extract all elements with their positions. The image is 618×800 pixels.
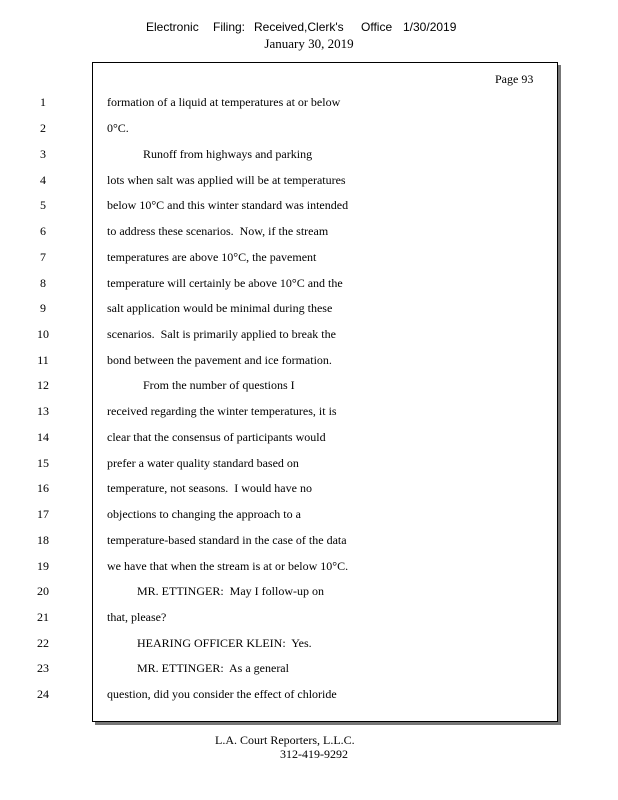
line-number: 15 [37,456,49,470]
transcript-line: scenarios. Salt is primarily applied to break the [107,327,336,341]
transcript-line: lots when salt was applied will be at temperatures [107,173,346,187]
line-number: 10 [37,327,49,341]
footer-phone: 312-419-9292 [280,747,348,761]
filing-stamp [0,20,618,36]
line-number: 21 [37,610,49,624]
line-number: 6 [40,224,46,238]
line-number: 3 [40,147,46,161]
transcript-line: temperatures are above 10°C, the pavement [107,250,317,264]
line-number: 4 [40,173,46,187]
transcript-line: 0°C. [107,121,129,135]
transcript-line: question, did you consider the effect of chloride [107,687,337,701]
filing-date-line: January 30, 2019 [264,36,354,51]
transcript-line: to address these scenarios. Now, if the stream [107,224,329,238]
transcript-line: From the number of questions I [107,378,295,392]
line-number: 20 [37,584,49,598]
line-number: 5 [40,198,46,212]
line-number: 12 [37,378,49,392]
transcript-line: prefer a water quality standard based on [107,456,299,470]
transcript-line: MR. ETTINGER: May I follow-up on [107,584,324,598]
stamp-word-electronic: Electronic [146,20,199,34]
transcript-line: below 10°C and this winter standard was intended [107,198,349,212]
footer-company: L.A. Court Reporters, L.L.C. [215,733,355,747]
transcript-line: HEARING OFFICER KLEIN: Yes. [107,636,312,650]
stamp-word-office: Office [361,20,393,34]
line-number: 18 [37,533,49,547]
line-number: 2 [40,121,46,135]
line-number: 16 [37,481,49,495]
line-number: 7 [40,250,46,264]
line-number: 8 [40,276,46,290]
line-number: 14 [37,430,49,444]
line-number: 23 [37,661,49,675]
transcript-line: clear that the consensus of participants would [107,430,326,444]
transcript-line: MR. ETTINGER: As a general [107,661,289,675]
transcript-line: that, please? [107,610,167,624]
line-number: 13 [37,404,49,418]
transcript-line: received regarding the winter temperatures, it is [107,404,337,418]
line-number: 1 [40,95,46,109]
line-number: 11 [37,353,49,367]
transcript-line: objections to changing the approach to a [107,507,301,521]
transcript-line: formation of a liquid at temperatures at or below [107,95,341,109]
stamp-word-filing: Filing: [213,20,246,34]
transcript-line: Runoff from highways and parking [107,147,313,161]
line-number: 22 [37,636,49,650]
line-number: 9 [40,301,46,315]
transcript-line: we have that when the stream is at or below 10°C. [107,559,349,573]
line-number: 17 [37,507,49,521]
stamp-word-date: 1/30/2019 [403,20,457,34]
transcript-line: temperature-based standard in the case of the data [107,533,347,547]
stamp-word-received: Received,Clerk's [254,20,344,34]
transcript-line: bond between the pavement and ice formation. [107,353,332,367]
transcript-line: salt application would be minimal during these [107,301,333,315]
page-number: Page 93 [495,72,534,86]
transcript-line: temperature will certainly be above 10°C and the [107,276,343,290]
transcript-line: temperature, not seasons. I would have no [107,481,312,495]
line-number: 24 [37,687,49,701]
line-number: 19 [37,559,49,573]
